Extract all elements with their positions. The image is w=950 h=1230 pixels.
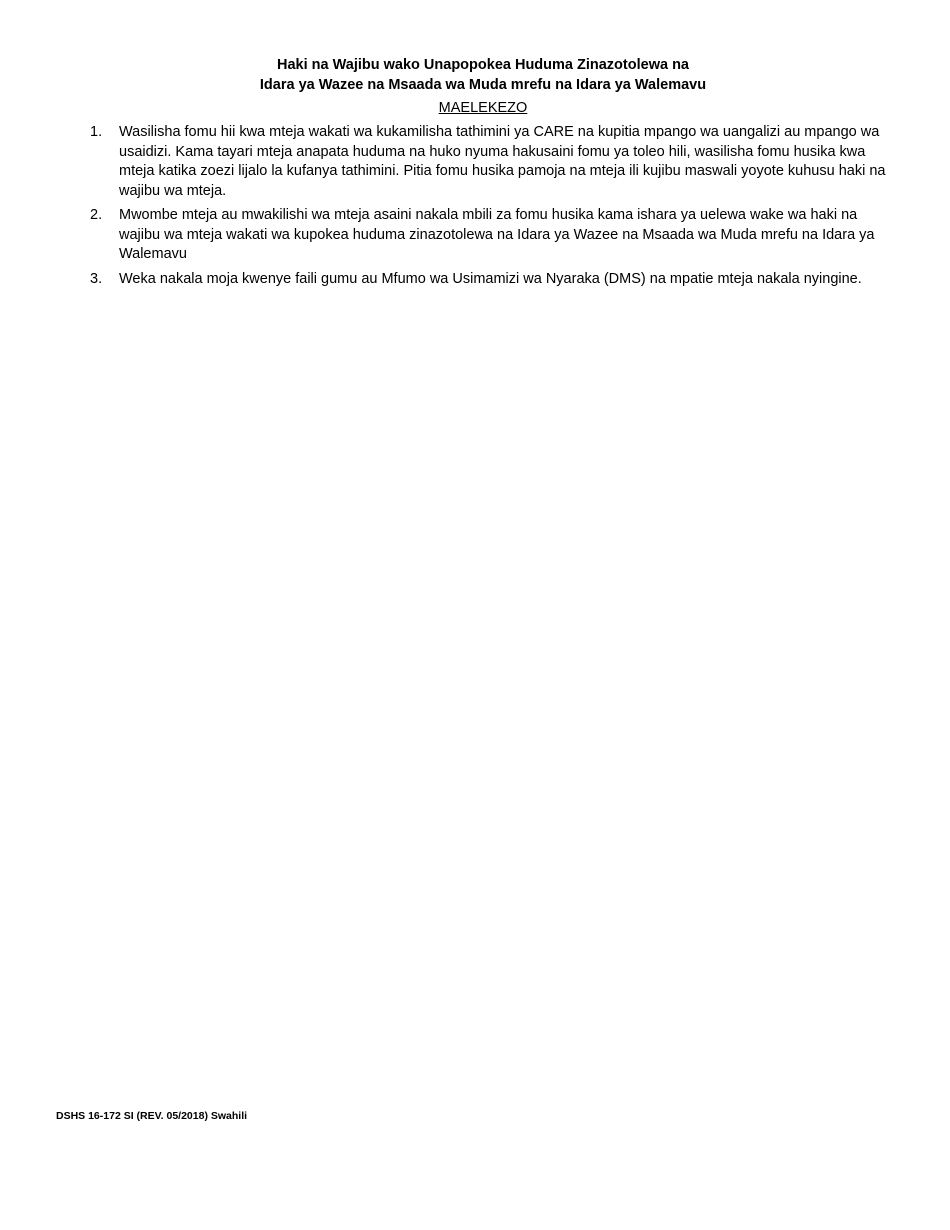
instruction-number: 2. [90,207,103,223]
instructions-heading: MAELEKEZO [438,100,528,116]
form-footer-id: DSHS 16-172 SI (REV. 05/2018) Swahili [56,1110,248,1122]
instruction-item-1 [90,123,898,201]
instruction-item-3 [90,270,898,290]
title-line-1: Haki na Wajibu wako Unapopokea Huduma Zinazotolewa na [277,57,689,73]
instruction-text: Mwombe mteja au mwakilishi wa mteja asaini nakala mbili za fomu husika kama ishara ya uelewa wake wa haki na wajibu wa mteja wakati wa kupokea huduma zinazotolewa na Idara ya Wazee na Msaada wa Muda mrefu na Idara ya Walemavu [119,207,875,262]
title-line-2: Idara ya Wazee na Msaada wa Muda mrefu na Idara ya Walemavu [259,77,707,93]
instructions-list [90,123,898,294]
instruction-text: Wasilisha fomu hii kwa mteja wakati wa kukamilisha tathimini ya CARE na kupitia mpango wa uangalizi au mpango wa usaidizi. Kama tayari mteja anapata huduma na huko nyuma hakusaini fomu ya toleo hili, wasilisha fomu husika kwa mteja katika zoezi lijalo la kufanya tathimini. Pitia fomu husika pamoja na mteja ili kujibu maswali yoyote kuhusu haki na wajibu wa mteja. [119,124,886,199]
instruction-number: 3. [90,270,103,287]
instruction-number: 1. [90,124,103,140]
instruction-item-2 [90,206,898,265]
document-title [0,55,950,95]
instruction-text: Weka nakala moja kwenye faili gumu au Mfumo wa Usimamizi wa Nyaraka (DMS) na mpatie mteja nakala nyingine. [119,270,862,287]
